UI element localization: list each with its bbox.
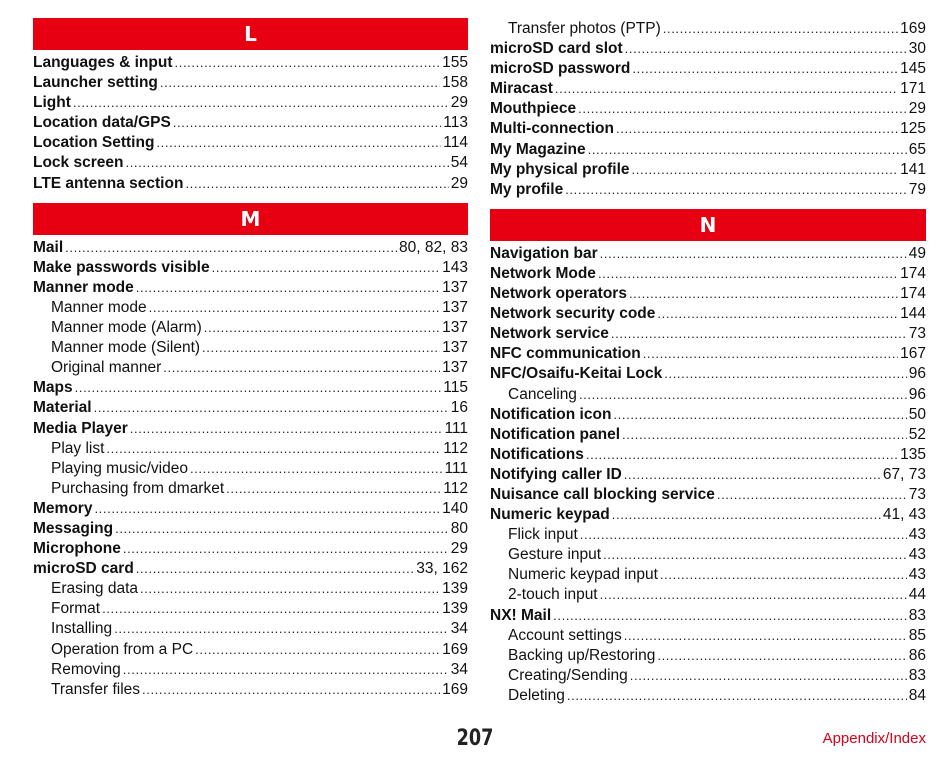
index-entry-notifying-caller-id[interactable] — [490, 465, 926, 485]
index-entry-material[interactable] — [33, 398, 468, 418]
index-page-ref[interactable]: 113 — [443, 114, 468, 132]
index-page-ref[interactable]: 34 — [450, 660, 468, 678]
index-page-ref[interactable]: 137 — [442, 298, 468, 316]
index-page-ref[interactable]: 86 — [908, 646, 926, 664]
index-term: Removing — [51, 660, 121, 678]
index-page-ref[interactable]: 140 — [442, 499, 468, 517]
index-term: Manner mode (Silent) — [51, 339, 201, 357]
dot-leader — [156, 133, 441, 153]
dot-leader — [663, 19, 898, 39]
index-term: Purchasing from dmarket — [51, 479, 225, 497]
index-page-ref[interactable]: 169 — [900, 20, 926, 37]
dot-leader — [555, 79, 898, 99]
index-term: Transfer files — [51, 680, 141, 698]
dot-leader — [73, 93, 449, 113]
dot-leader — [553, 606, 907, 626]
dot-leader — [123, 539, 449, 559]
index-term: Messaging — [33, 519, 114, 537]
index-entry-numeric-keypad-input[interactable] — [490, 565, 926, 585]
index-page-ref[interactable]: 155 — [442, 54, 468, 71]
letter-header-m: M — [33, 203, 468, 235]
dot-leader — [579, 385, 907, 405]
index-term: Operation from a PC — [51, 640, 194, 658]
index-entry-transfer-photos-ptp[interactable] — [490, 19, 926, 39]
dot-leader — [202, 338, 440, 358]
dot-leader — [75, 378, 442, 398]
index-page-ref[interactable]: 67, 73 — [882, 465, 926, 483]
index-entry-microsd-card[interactable] — [33, 559, 468, 579]
index-term: microSD password — [490, 60, 631, 78]
index-term: Network Mode — [490, 264, 596, 282]
index-entry-network-security-code[interactable] — [490, 304, 926, 324]
index-page-ref[interactable]: 65 — [908, 140, 926, 158]
dot-leader — [136, 559, 414, 579]
index-term: Notifications — [490, 445, 584, 463]
index-entry-lte-antenna-section[interactable] — [33, 174, 468, 194]
index-section-m — [33, 203, 468, 700]
index-term: Creating/Sending — [508, 666, 628, 684]
index-term: Mail — [33, 238, 64, 256]
index-entry-miracast[interactable] — [490, 79, 926, 99]
index-entry-erasing-data[interactable] — [33, 579, 468, 599]
dot-leader — [136, 278, 440, 298]
index-page-ref[interactable]: 43 — [908, 566, 926, 584]
dot-leader — [565, 180, 907, 200]
index-page-ref[interactable]: 169 — [442, 680, 468, 698]
index-entry-network-operators[interactable] — [490, 284, 926, 304]
index-term: Manner mode — [33, 278, 134, 296]
index-term: NFC communication — [490, 345, 641, 363]
index-section-n — [490, 209, 926, 706]
index-term: Canceling — [508, 385, 577, 403]
index-term: Miracast — [490, 80, 553, 98]
index-term: Backing up/Restoring — [508, 646, 656, 664]
dot-leader — [175, 53, 441, 73]
index-entry-purchasing-from-dmarket[interactable] — [33, 479, 468, 499]
index-term: Location Setting — [33, 134, 155, 152]
index-entry-flick-input[interactable] — [490, 525, 926, 545]
index-page-ref[interactable]: 29 — [450, 540, 468, 558]
dot-leader — [204, 318, 440, 338]
index-page-ref[interactable]: 33, 162 — [416, 560, 468, 578]
index-term: LTE antenna section — [33, 174, 184, 192]
index-entry-location-setting[interactable] — [33, 133, 468, 153]
index-term: Location data/GPS — [33, 114, 171, 132]
index-entry-multi-connection[interactable] — [490, 119, 926, 139]
index-section-continued — [490, 19, 926, 200]
index-page-ref[interactable]: 135 — [900, 445, 926, 463]
index-page-ref[interactable]: 115 — [443, 379, 468, 397]
index-entry-original-manner[interactable] — [33, 358, 468, 378]
index-term: Material — [33, 399, 92, 417]
index-page-ref[interactable]: 137 — [442, 319, 468, 337]
index-entry-notifications[interactable] — [490, 445, 926, 465]
index-term: Network service — [490, 325, 609, 343]
index-entry-format[interactable] — [33, 599, 468, 619]
index-entry-maps[interactable] — [33, 378, 468, 398]
index-page-ref[interactable]: 174 — [900, 285, 926, 303]
index-term: Deleting — [508, 686, 565, 704]
index-entry-manner-mode[interactable] — [33, 298, 468, 318]
dot-leader — [586, 445, 898, 465]
index-page-ref[interactable]: 171 — [900, 80, 926, 98]
index-page-ref[interactable]: 137 — [442, 339, 468, 357]
index-term: Light — [33, 94, 71, 112]
index-term: Media Player — [33, 419, 128, 437]
index-page-ref[interactable]: 16 — [450, 399, 468, 417]
dot-leader — [106, 439, 441, 459]
dot-leader — [660, 565, 907, 585]
index-entry-2-touch-input[interactable] — [490, 585, 926, 605]
index-entry-my-physical-profile[interactable] — [490, 160, 926, 180]
index-term: Navigation bar — [490, 244, 598, 262]
index-term: Installing — [51, 620, 113, 638]
index-page-ref[interactable]: 41, 43 — [882, 506, 926, 524]
index-entry-manner-mode-silent[interactable] — [33, 338, 468, 358]
index-entry-launcher-setting[interactable] — [33, 73, 468, 93]
index-entry-operation-from-a-pc[interactable] — [33, 640, 468, 660]
index-page-ref[interactable]: 52 — [908, 425, 926, 443]
index-page-ref[interactable]: 167 — [900, 345, 926, 363]
dot-leader — [130, 419, 443, 439]
index-page-ref[interactable]: 112 — [443, 479, 468, 497]
index-page-ref[interactable]: 73 — [908, 485, 926, 503]
index-page-ref[interactable]: 137 — [442, 278, 468, 296]
index-page-ref[interactable]: 43 — [908, 526, 926, 544]
dot-leader — [102, 599, 440, 619]
index-term: Transfer photos (PTP) — [508, 20, 661, 37]
index-page-ref[interactable]: 44 — [908, 586, 926, 604]
index-page-ref[interactable]: 54 — [450, 154, 468, 172]
dot-leader — [125, 153, 448, 173]
index-page-ref[interactable]: 50 — [908, 405, 926, 423]
dot-leader — [632, 160, 899, 180]
index-entry-nfc-osaifu-keitai-lock[interactable] — [490, 364, 926, 384]
dot-leader — [630, 666, 907, 686]
index-term: Multi-connection — [490, 120, 614, 138]
dot-leader — [629, 284, 898, 304]
index-entry-transfer-files[interactable] — [33, 680, 468, 700]
dot-leader — [163, 358, 440, 378]
dot-leader — [632, 59, 898, 79]
index-entry-messaging[interactable] — [33, 519, 468, 539]
index-term: Make passwords visible — [33, 258, 210, 276]
index-term: NX! Mail — [490, 606, 552, 624]
index-term: Languages & input — [33, 54, 173, 71]
index-entry-languages-input[interactable] — [33, 53, 468, 73]
index-entry-playing-music-video[interactable] — [33, 459, 468, 479]
index-term: My physical profile — [490, 160, 630, 178]
index-entry-numeric-keypad[interactable] — [490, 505, 926, 525]
index-entry-network-service[interactable] — [490, 324, 926, 344]
index-term: Nuisance call blocking service — [490, 485, 715, 503]
index-entry-microsd-password[interactable] — [490, 59, 926, 79]
index-term: Play list — [51, 439, 105, 457]
index-entry-microphone[interactable] — [33, 539, 468, 559]
index-term: Playing music/video — [51, 459, 188, 477]
index-entry-manner-mode[interactable] — [33, 278, 468, 298]
index-page-ref[interactable]: 83 — [908, 666, 926, 684]
index-page-ref[interactable]: 80 — [450, 519, 468, 537]
index-page-ref[interactable]: 169 — [442, 640, 468, 658]
index-term: Original manner — [51, 359, 162, 377]
page-number: 207 — [456, 726, 494, 751]
index-term: Manner mode — [51, 298, 147, 316]
index-term: My profile — [490, 180, 564, 198]
index-page-ref[interactable]: 139 — [442, 600, 468, 618]
index-term: Network security code — [490, 305, 656, 323]
index-entry-gesture-input[interactable] — [490, 545, 926, 565]
index-page-ref[interactable]: 29 — [450, 174, 468, 192]
letter-header-n: N — [490, 209, 926, 241]
dot-leader — [598, 264, 898, 284]
index-term: My Magazine — [490, 140, 586, 158]
index-entry-navigation-bar[interactable] — [490, 244, 926, 264]
index-term: Lock screen — [33, 154, 124, 172]
dot-leader — [140, 579, 440, 599]
index-entry-backing-up-restoring[interactable] — [490, 646, 926, 666]
index-page-ref[interactable]: 80, 82, 83 — [399, 238, 468, 256]
dot-leader — [160, 73, 440, 93]
index-term: microSD card — [33, 560, 134, 578]
dot-leader — [190, 459, 442, 479]
index-entry-notification-icon[interactable] — [490, 405, 926, 425]
index-term: Gesture input — [508, 546, 602, 564]
dot-leader — [149, 298, 440, 318]
index-entry-notification-panel[interactable] — [490, 425, 926, 445]
dot-leader — [578, 99, 907, 119]
index-page-ref[interactable]: 29 — [450, 94, 468, 112]
index-page-ref[interactable]: 143 — [442, 258, 468, 276]
index-column-left — [33, 18, 468, 709]
index-term: Flick input — [508, 526, 578, 544]
dot-leader — [195, 640, 440, 660]
index-page-ref[interactable]: 30 — [908, 40, 926, 58]
dot-leader — [717, 485, 907, 505]
dot-leader — [580, 525, 907, 545]
index-page-ref[interactable]: 73 — [908, 325, 926, 343]
index-entry-mail[interactable] — [33, 238, 468, 258]
index-page-ref[interactable]: 34 — [450, 620, 468, 638]
dot-leader — [142, 680, 440, 700]
index-page-ref[interactable]: 174 — [900, 264, 926, 282]
index-term: Numeric keypad — [490, 506, 610, 524]
index-entry-creating-sending[interactable] — [490, 666, 926, 686]
index-entry-network-mode[interactable] — [490, 264, 926, 284]
dot-leader — [114, 619, 449, 639]
dot-leader — [664, 364, 907, 384]
index-term: Notifying caller ID — [490, 465, 622, 483]
index-page-ref[interactable]: 158 — [442, 74, 468, 92]
dot-leader — [643, 344, 898, 364]
dot-leader — [588, 140, 907, 160]
dot-leader — [94, 398, 449, 418]
index-entry-make-passwords-visible[interactable] — [33, 258, 468, 278]
index-term: Mouthpiece — [490, 100, 577, 118]
index-entry-installing[interactable] — [33, 619, 468, 639]
index-entry-account-settings[interactable] — [490, 626, 926, 646]
index-term: microSD card slot — [490, 40, 623, 58]
index-entry-canceling[interactable] — [490, 385, 926, 405]
index-entry-play-list[interactable] — [33, 439, 468, 459]
dot-leader — [115, 519, 449, 539]
index-term: Microphone — [33, 540, 121, 558]
dot-leader — [600, 585, 907, 605]
index-entry-light[interactable] — [33, 93, 468, 113]
index-entry-location-data-gps[interactable] — [33, 113, 468, 133]
dot-leader — [600, 244, 907, 264]
index-page-ref[interactable]: 137 — [442, 359, 468, 377]
dot-leader — [611, 324, 907, 344]
dot-leader — [625, 39, 907, 59]
index-page-ref[interactable]: 144 — [900, 305, 926, 323]
index-page-ref[interactable]: 139 — [442, 580, 468, 598]
index-term: Numeric keypad input — [508, 566, 658, 584]
index-page-ref[interactable]: 112 — [443, 439, 468, 457]
dot-leader — [185, 174, 448, 194]
index-page-ref[interactable]: 49 — [908, 244, 926, 262]
dot-leader — [123, 660, 449, 680]
dot-leader — [613, 405, 906, 425]
dot-leader — [226, 479, 441, 499]
index-page-ref[interactable]: 141 — [900, 160, 926, 178]
index-entry-nuisance-call-blocking-service[interactable] — [490, 485, 926, 505]
index-page-ref[interactable]: 125 — [900, 120, 926, 138]
index-page-ref[interactable]: 79 — [908, 180, 926, 198]
index-term: Memory — [33, 499, 93, 517]
index-entry-memory[interactable] — [33, 499, 468, 519]
index-entry-manner-mode-alarm[interactable] — [33, 318, 468, 338]
index-entry-media-player[interactable] — [33, 419, 468, 439]
dot-leader — [657, 304, 898, 324]
index-section-l — [33, 18, 468, 194]
dot-leader — [567, 686, 907, 706]
index-page-ref[interactable]: 145 — [900, 60, 926, 78]
index-entry-mouthpiece[interactable] — [490, 99, 926, 119]
dot-leader — [624, 626, 907, 646]
index-page-ref[interactable]: 114 — [443, 134, 468, 152]
index-term: Notification icon — [490, 405, 612, 423]
index-page-ref[interactable]: 111 — [444, 419, 468, 437]
index-term: Account settings — [508, 626, 622, 644]
dot-leader — [173, 113, 441, 133]
index-term: Format — [51, 600, 101, 618]
index-entry-microsd-card-slot[interactable] — [490, 39, 926, 59]
index-term: Notification panel — [490, 425, 621, 443]
index-page-ref[interactable]: 84 — [908, 686, 926, 704]
index-entry-my-profile[interactable] — [490, 180, 926, 200]
index-page-ref[interactable]: 83 — [908, 606, 926, 624]
index-term: 2-touch input — [508, 586, 598, 604]
index-term: Network operators — [490, 285, 627, 303]
index-column-right — [490, 19, 926, 715]
index-entry-lock-screen[interactable] — [33, 153, 468, 173]
dot-leader — [624, 465, 881, 485]
dot-leader — [212, 258, 441, 278]
dot-leader — [657, 646, 906, 666]
dot-leader — [94, 499, 440, 519]
index-page-ref[interactable]: 111 — [444, 459, 468, 477]
index-page-ref[interactable]: 96 — [908, 385, 926, 403]
index-term: Launcher setting — [33, 74, 158, 92]
dot-leader — [622, 425, 907, 445]
dot-leader — [603, 545, 907, 565]
dot-leader — [612, 505, 881, 525]
index-page-ref[interactable]: 43 — [908, 546, 926, 564]
dot-leader — [616, 119, 898, 139]
letter-header-l: L — [33, 18, 468, 50]
index-page-ref[interactable]: 96 — [908, 365, 926, 383]
index-entry-nfc-communication[interactable] — [490, 344, 926, 364]
dot-leader — [65, 238, 397, 258]
section-link-appendix-index[interactable]: Appendix/Index — [822, 730, 926, 747]
index-entry-nx-mail[interactable] — [490, 606, 926, 626]
index-term: Erasing data — [51, 580, 139, 598]
index-page-ref[interactable]: 85 — [908, 626, 926, 644]
index-entry-removing[interactable] — [33, 660, 468, 680]
index-entry-my-magazine[interactable] — [490, 140, 926, 160]
index-term: NFC/Osaifu-Keitai Lock — [490, 365, 663, 383]
index-term: Maps — [33, 379, 73, 397]
index-entry-deleting[interactable] — [490, 686, 926, 706]
index-page-ref[interactable]: 29 — [908, 100, 926, 118]
index-term: Manner mode (Alarm) — [51, 319, 202, 337]
